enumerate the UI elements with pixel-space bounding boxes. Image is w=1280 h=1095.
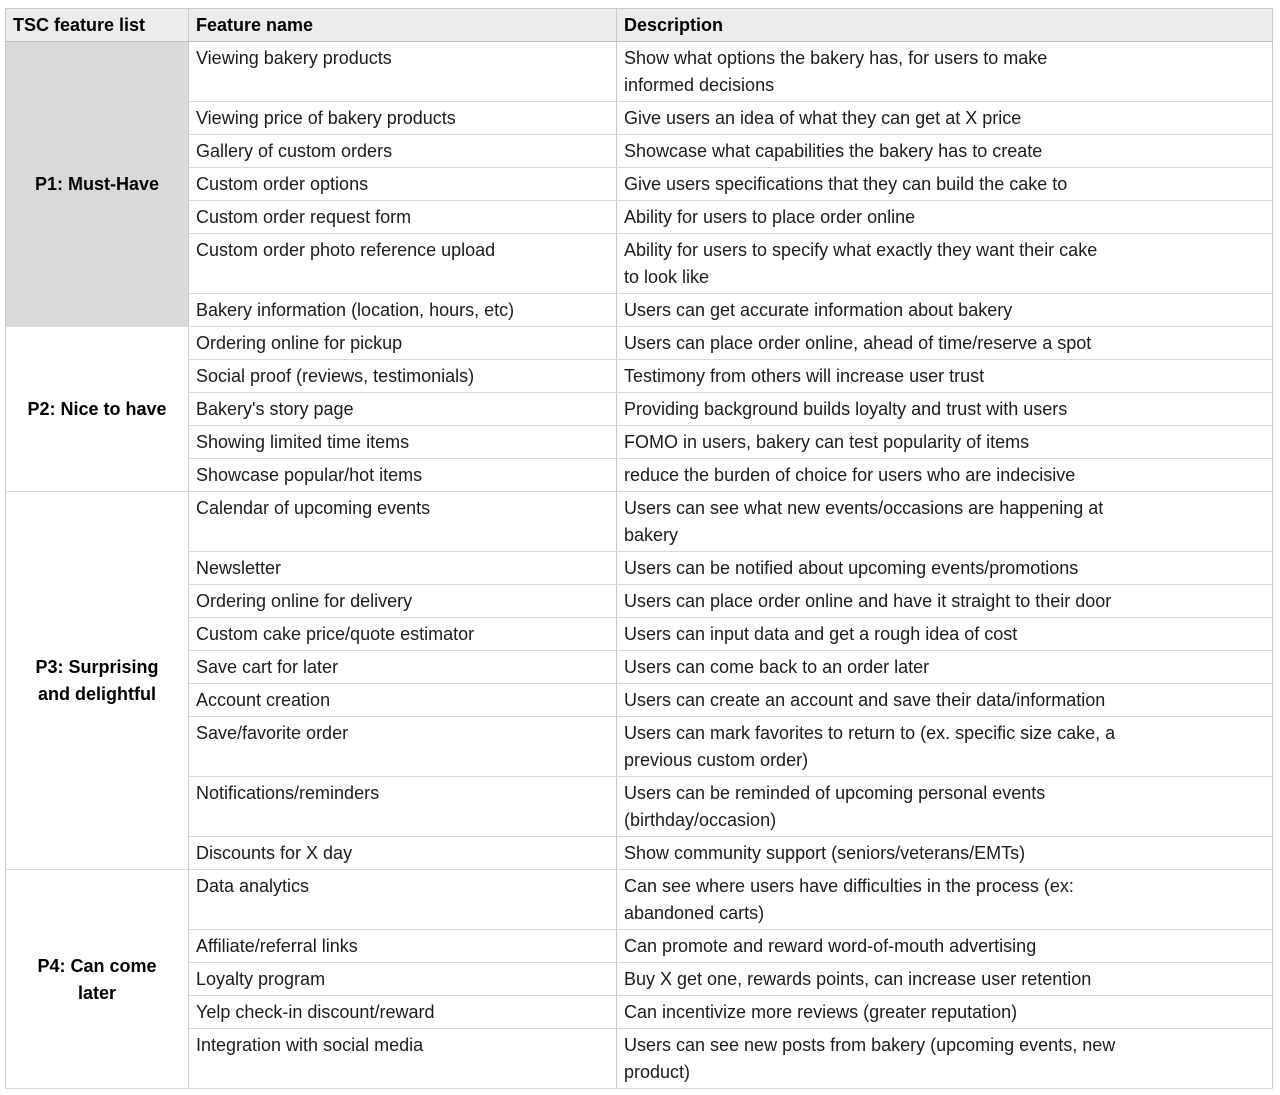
feature-row [6,102,1273,135]
feature-row [6,459,1273,492]
description-cell: Users can input data and get a rough idea of cost [617,618,1273,651]
header-feature-name: Feature name [189,9,617,42]
feature-name-cell: Ordering online for pickup [189,327,617,360]
feature-row [6,327,1273,360]
description-cell: Users can mark favorites to return to (ex. specific size cake, a previous custom order) [617,717,1273,777]
feature-name-cell: Custom order photo reference upload [189,234,617,294]
description-cell: Can see where users have difficulties in the process (ex: abandoned carts) [617,870,1273,930]
feature-row [6,870,1273,930]
feature-row [6,168,1273,201]
description-cell: Ability for users to specify what exactly they want their cake to look like [617,234,1273,294]
feature-name-cell: Affiliate/referral links [189,930,617,963]
description-cell: Can incentivize more reviews (greater reputation) [617,996,1273,1029]
feature-name-cell: Viewing price of bakery products [189,102,617,135]
description-cell: Users can be reminded of upcoming personal events (birthday/occasion) [617,777,1273,837]
feature-row [6,837,1273,870]
feature-name-cell: Save cart for later [189,651,617,684]
feature-row [6,777,1273,837]
description-cell: Users can place order online, ahead of time/reserve a spot [617,327,1273,360]
feature-name-cell: Viewing bakery products [189,42,617,102]
feature-name-cell: Custom order request form [189,201,617,234]
description-cell: Users can be notified about upcoming events/promotions [617,552,1273,585]
description-cell: Users can get accurate information about bakery [617,294,1273,327]
feature-row [6,930,1273,963]
description-cell: Users can create an account and save their data/information [617,684,1273,717]
feature-name-cell: Discounts for X day [189,837,617,870]
header-tsc-feature-list: TSC feature list [6,9,189,42]
header-description: Description [617,9,1273,42]
feature-row [6,1029,1273,1089]
feature-name-cell: Bakery's story page [189,393,617,426]
feature-name-cell: Social proof (reviews, testimonials) [189,360,617,393]
feature-name-cell: Showcase popular/hot items [189,459,617,492]
description-cell: reduce the burden of choice for users who are indecisive [617,459,1273,492]
feature-row [6,585,1273,618]
feature-name-cell: Integration with social media [189,1029,617,1089]
priority-group-cell: P3: Surprising and delightful [6,492,189,870]
feature-row [6,684,1273,717]
feature-row [6,618,1273,651]
description-cell: Testimony from others will increase user trust [617,360,1273,393]
feature-name-cell: Custom cake price/quote estimator [189,618,617,651]
feature-row [6,996,1273,1029]
description-cell: Users can see what new events/occasions are happening at bakery [617,492,1273,552]
feature-row [6,651,1273,684]
description-cell: Give users an idea of what they can get at X price [617,102,1273,135]
feature-name-cell: Save/favorite order [189,717,617,777]
feature-row [6,360,1273,393]
feature-name-cell: Account creation [189,684,617,717]
feature-name-cell: Ordering online for delivery [189,585,617,618]
feature-name-cell: Data analytics [189,870,617,930]
description-cell: Buy X get one, rewards points, can increase user retention [617,963,1273,996]
description-cell: Users can see new posts from bakery (upcoming events, new product) [617,1029,1273,1089]
feature-row [6,963,1273,996]
description-cell: Users can place order online and have it straight to their door [617,585,1273,618]
feature-name-cell: Gallery of custom orders [189,135,617,168]
header-row [6,9,1273,42]
feature-row [6,294,1273,327]
description-cell: Can promote and reward word-of-mouth advertising [617,930,1273,963]
feature-name-cell: Showing limited time items [189,426,617,459]
feature-row [6,393,1273,426]
priority-group-cell: P1: Must-Have [6,42,189,327]
feature-name-cell: Loyalty program [189,963,617,996]
description-cell: Show what options the bakery has, for users to make informed decisions [617,42,1273,102]
description-cell: Providing background builds loyalty and trust with users [617,393,1273,426]
feature-row [6,135,1273,168]
priority-group-cell: P2: Nice to have [6,327,189,492]
feature-name-cell: Newsletter [189,552,617,585]
feature-row [6,717,1273,777]
feature-row [6,426,1273,459]
feature-row [6,42,1273,102]
feature-row [6,201,1273,234]
description-cell: Users can come back to an order later [617,651,1273,684]
description-cell: Show community support (seniors/veterans/EMTs) [617,837,1273,870]
feature-row [6,234,1273,294]
description-cell: FOMO in users, bakery can test popularity of items [617,426,1273,459]
feature-name-cell: Yelp check-in discount/reward [189,996,617,1029]
feature-priority-table [5,8,1273,1089]
feature-name-cell: Bakery information (location, hours, etc) [189,294,617,327]
feature-name-cell: Notifications/reminders [189,777,617,837]
feature-row [6,552,1273,585]
feature-name-cell: Calendar of upcoming events [189,492,617,552]
description-cell: Ability for users to place order online [617,201,1273,234]
priority-group-cell: P4: Can come later [6,870,189,1089]
description-cell: Give users specifications that they can build the cake to [617,168,1273,201]
description-cell: Showcase what capabilities the bakery has to create [617,135,1273,168]
feature-row [6,492,1273,552]
feature-name-cell: Custom order options [189,168,617,201]
